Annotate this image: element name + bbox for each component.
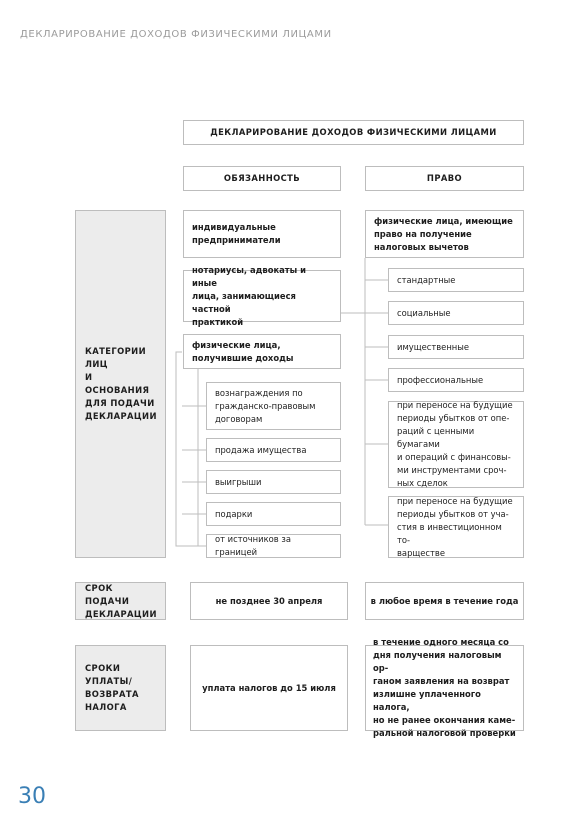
deduction-item: стандартные xyxy=(388,268,524,292)
income-type-item: вознаграждения по гражданско-правовым договорам xyxy=(206,382,341,430)
page-number: 30 xyxy=(18,784,46,809)
filing-deadline-label: СРОК ПОДАЧИ ДЕКЛАРАЦИИ xyxy=(75,582,166,620)
running-header: ДЕКЛАРИРОВАНИЕ ДОХОДОВ ФИЗИЧЕСКИМИ ЛИЦАМИ xyxy=(20,29,332,40)
deduction-item: социальные xyxy=(388,301,524,325)
obligation-individuals: физические лица, получившие доходы xyxy=(183,334,341,369)
right-head: физические лица, имеющие право на получение налоговых вычетов xyxy=(365,210,524,258)
payment-deadline-obligation: уплата налогов до 15 июля xyxy=(190,645,348,731)
obligation-notaries: нотариусы, адвокаты и иные лица, занимающиеся частной практикой xyxy=(183,270,341,322)
obligation-column-header: ОБЯЗАННОСТЬ xyxy=(183,166,341,191)
payment-deadline-label: СРОКИ УПЛАТЫ/ ВОЗВРАТА НАЛОГА xyxy=(75,645,166,731)
filing-deadline-right: в любое время в течение года xyxy=(365,582,524,620)
right-column-header: ПРАВО xyxy=(365,166,524,191)
obligation-bracket xyxy=(176,352,182,546)
income-type-item: выигрыши xyxy=(206,470,341,494)
deduction-item: профессиональные xyxy=(388,368,524,392)
categories-label: КАТЕГОРИИ ЛИЦ И ОСНОВАНИЯ ДЛЯ ПОДАЧИ ДЕКЛАРАЦИИ xyxy=(75,210,166,558)
filing-deadline-obligation: не позднее 30 апреля xyxy=(190,582,348,620)
diagram-title: ДЕКЛАРИРОВАНИЕ ДОХОДОВ ФИЗИЧЕСКИМИ ЛИЦАМИ xyxy=(183,120,524,145)
income-type-item: продажа имущества xyxy=(206,438,341,462)
payment-deadline-right: в течение одного месяца со дня получения налоговым ор- ганом заявления на возврат излишне уплаченного налога, но не ранее окончания каме- ральной налоговой проверки xyxy=(365,645,524,731)
income-type-item: от источников за границей xyxy=(206,534,341,558)
income-type-item: подарки xyxy=(206,502,341,526)
deduction-item: при переносе на будущие периоды убытков от уча- стия в инвестиционном то- варществе xyxy=(388,496,524,558)
obligation-entrepreneurs: индивидуальные предприниматели xyxy=(183,210,341,258)
deduction-item: при переносе на будущие периоды убытков от опе- раций с ценными бумагами и операций с финансовы- ми инструментами сроч- ных сделок xyxy=(388,401,524,488)
deduction-item: имущественные xyxy=(388,335,524,359)
